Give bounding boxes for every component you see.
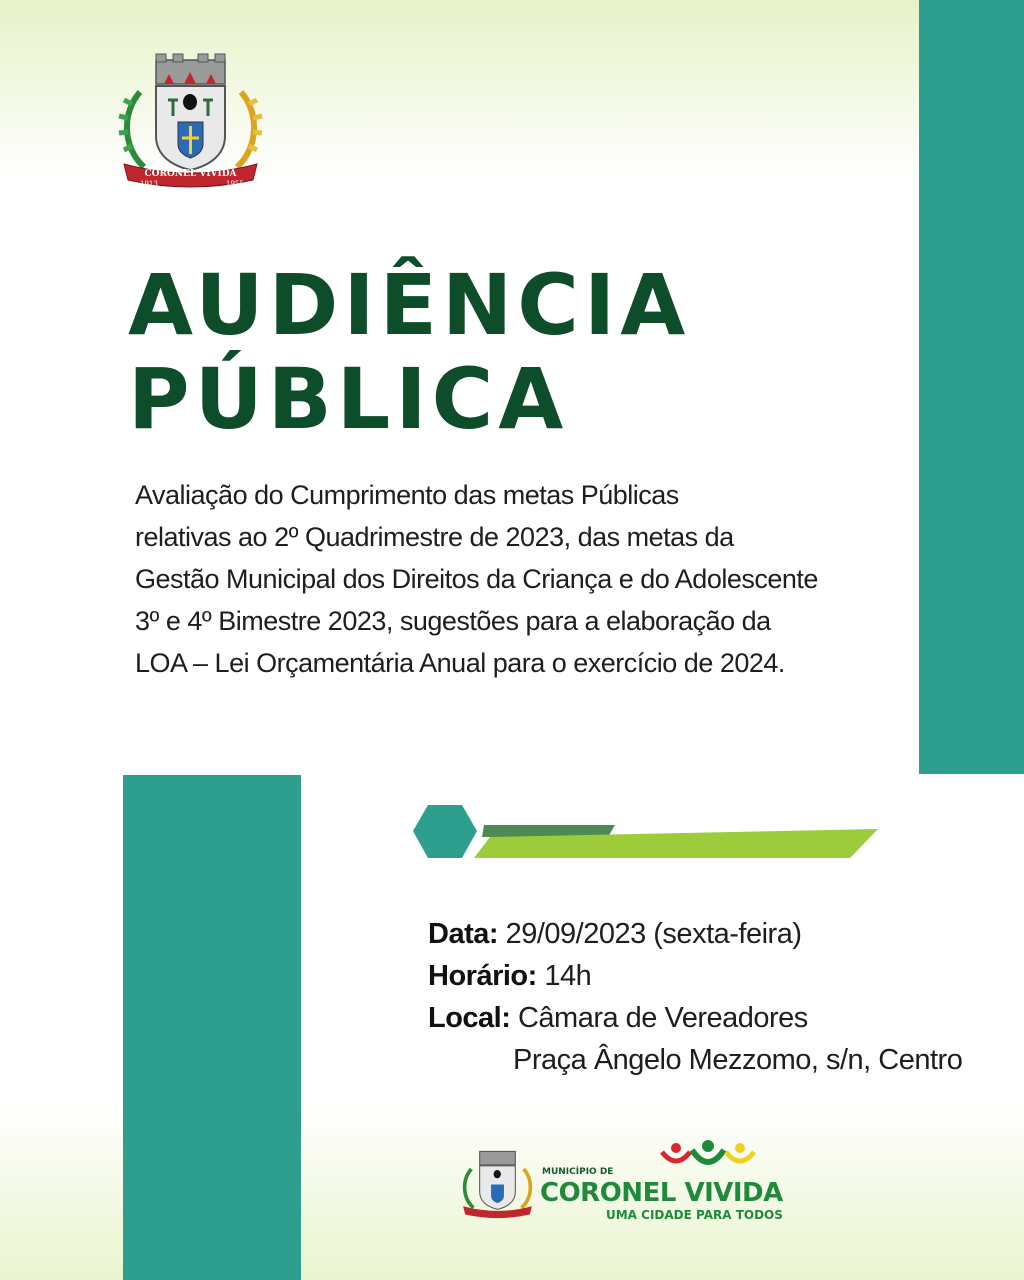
description-line: 3º e 4º Bimestre 2023, sugestões para a elaboração da: [135, 606, 771, 636]
people-icon: [658, 1140, 758, 1174]
title-line-1: AUDIÊNCIA: [128, 256, 691, 354]
crest-year-left: 1913: [140, 180, 158, 188]
description: [135, 474, 905, 684]
crest-ribbon-text: CORONEL VIVIDA: [144, 169, 237, 179]
description-line: Avaliação do Cumprimento das metas Públicas: [135, 480, 679, 510]
time-row: [428, 955, 962, 997]
place-label: Local:: [428, 1002, 511, 1034]
event-details: [428, 913, 962, 1081]
coat-of-arms-logo: [118, 52, 263, 190]
title-line-2: PÚBLICA: [128, 350, 569, 448]
place-address: Praça Ângelo Mezzomo, s/n, Centro: [513, 1044, 963, 1076]
date-label: Data:: [428, 918, 499, 950]
decorative-bar-left: [123, 775, 301, 1280]
municipality-name: CORONEL VIVIDA: [540, 1178, 783, 1208]
description-line: relativas ao 2º Quadrimestre de 2023, das metas da: [135, 522, 734, 552]
page-title: [128, 258, 690, 446]
municipality-label: MUNICÍPIO DE: [542, 1167, 614, 1177]
municipality-tagline: UMA CIDADE PARA TODOS: [606, 1208, 783, 1222]
footer-coat-of-arms-logo: [460, 1148, 535, 1220]
date-row: [428, 913, 962, 955]
footer-brand: [460, 1140, 820, 1230]
time-value: 14h: [544, 960, 592, 992]
decorative-bar-right: [919, 0, 1024, 774]
date-value: 29/09/2023 (sexta-feira): [505, 918, 802, 950]
description-line: Gestão Municipal dos Direitos da Criança e do Adolescente: [135, 564, 818, 594]
time-label: Horário:: [428, 960, 537, 992]
decorative-hexagon-stripes: [410, 802, 880, 862]
place-value: Câmara de Vereadores: [517, 1002, 808, 1034]
crest-year-right: 1955: [226, 180, 244, 188]
description-line: LOA – Lei Orçamentária Anual para o exercício de 2024.: [135, 648, 785, 678]
place-row: [428, 997, 962, 1039]
